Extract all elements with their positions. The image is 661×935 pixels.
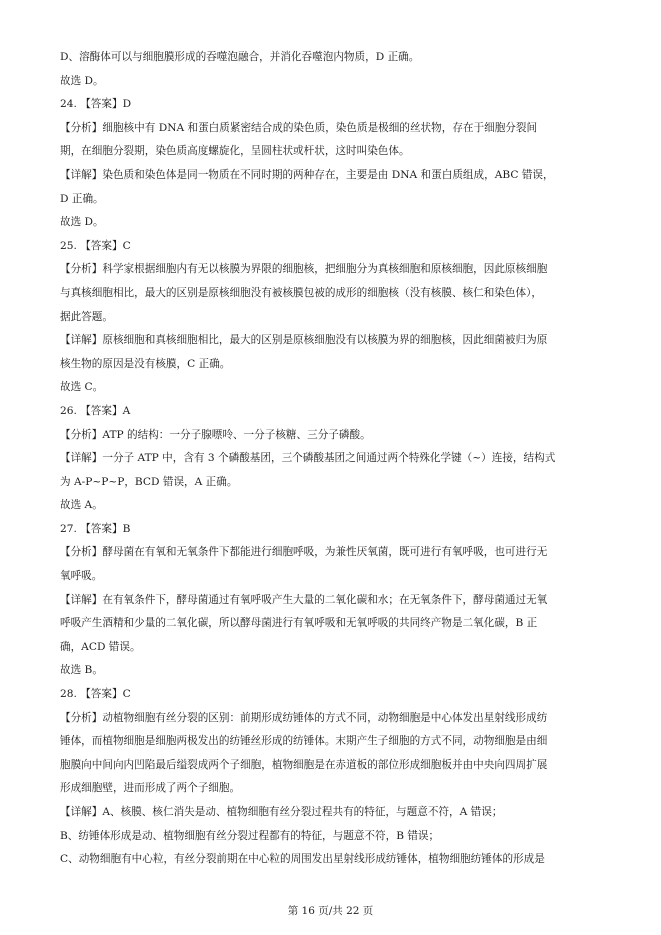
text-line: 【分析】动植物细胞有丝分裂的区别：前期形成纺锤体的方式不同，动物细胞是中心体发出星射线形成纺 [60, 711, 548, 724]
text-line: D 正确。 [60, 192, 104, 205]
text-line: C、动物细胞有中心粒，有丝分裂前期在中心粒的周围发出星射线形成纺锤体，植物细胞纺锤体的形成是 [60, 853, 545, 866]
text-line: 【详解】染色质和染色体是同一物质在不同时期的两种存在，主要是由 DNA 和蛋白质组成，ABC 错误， [60, 168, 554, 181]
question-27-answer: 27. 【答案】B [60, 522, 131, 535]
page-number-footer: 第 16 页/共 22 页 [287, 905, 374, 917]
text-line: 故选 D。 [60, 216, 104, 229]
text-line: 核生物的原因是没有核膜，C 正确。 [60, 357, 231, 370]
text-line: 故选 D。 [60, 74, 104, 87]
text-line: 氧呼吸。 [60, 570, 103, 583]
text-line: 形成细胞壁，进而形成了两个子细胞。 [60, 782, 241, 795]
question-25-answer: 25. 【答案】C [60, 239, 131, 252]
question-28-answer: 28. 【答案】C [60, 688, 131, 701]
text-line: 【分析】细胞核中有 DNA 和蛋白质紧密结合成的染色质，染色质是极细的丝状物，存在于细胞分裂间 [60, 121, 538, 134]
question-26-answer: 26. 【答案】A [60, 404, 131, 417]
text-line: 【分析】酵母菌在有氧和无氧条件下都能进行细胞呼吸，为兼性厌氧菌，既可进行有氧呼吸，也可进行无 [60, 546, 548, 559]
text-line: 为 A-P~P~P，BCD 错误，A 正确。 [60, 475, 238, 488]
question-24-answer: 24. 【答案】D [60, 98, 132, 111]
text-line: 据此答题。 [60, 310, 113, 323]
text-line: 【分析】科学家根据细胞内有无以核膜为界限的细胞核，把细胞分为真核细胞和原核细胞，因此原核细胞 [60, 263, 548, 276]
text-line: 胞膜向中间向内凹陷最后缢裂成两个子细胞，植物细胞是在赤道板的部位形成细胞板并由中央向四周扩展 [60, 758, 548, 771]
text-line: 故选 A。 [60, 499, 103, 512]
text-line: 呼吸产生酒精和少量的二氧化碳，所以酵母菌进行有氧呼吸和无氧呼吸的共同终产物是二氧化碳，B 正 [60, 617, 538, 630]
text-line: 【详解】在有氧条件下，酵母菌通过有氧呼吸产生大量的二氧化碳和水；在无氧条件下，酵母菌通过无氧 [60, 593, 548, 606]
text-line: B、纺锤体形成是动、植物细胞有丝分裂过程都有的特征，与题意不符，B 错误； [60, 829, 440, 842]
text-line: 【详解】原核细胞和真核细胞相比，最大的区别是原核细胞没有以核膜为界的细胞核，因此细菌被归为原 [60, 334, 548, 347]
text-line: 与真核细胞相比，最大的区别是原核细胞没有被核膜包被的成形的细胞核（没有核膜、核仁和染色体）， [60, 286, 543, 299]
text-line: 锤体，而植物细胞是细胞两极发出的纺锤丝形成的纺锤体。末期产生子细胞的方式不同，动物细胞是由细 [60, 735, 548, 748]
text-line: 【详解】A、核膜、核仁消失是动、植物细胞有丝分裂过程共有的特征，与题意不符，A 错误； [60, 806, 503, 818]
text-line: 确，ACD 错误。 [60, 640, 141, 653]
text-line: D、溶酶体可以与细胞膜形成的吞噬泡融合，并消化吞噬泡内物质，D 正确。 [60, 51, 420, 63]
text-line: 期，在细胞分裂期，染色质高度螺旋化，呈圆柱状或杆状，这时叫染色体。 [60, 145, 410, 158]
text-line: 【分析】ATP 的结构：一分子腺嘌呤、一分子核糖、三分子磷酸。 [60, 428, 371, 441]
text-line: 故选 B。 [60, 664, 103, 677]
answer-text-body [60, 46, 605, 872]
text-line: 故选 C。 [60, 381, 104, 394]
text-line: 【详解】一分子 ATP 中，含有 3 个磷酸基团，三个磷酸基团之间通过两个特殊化学键（~）连接，结构式 [60, 452, 556, 465]
